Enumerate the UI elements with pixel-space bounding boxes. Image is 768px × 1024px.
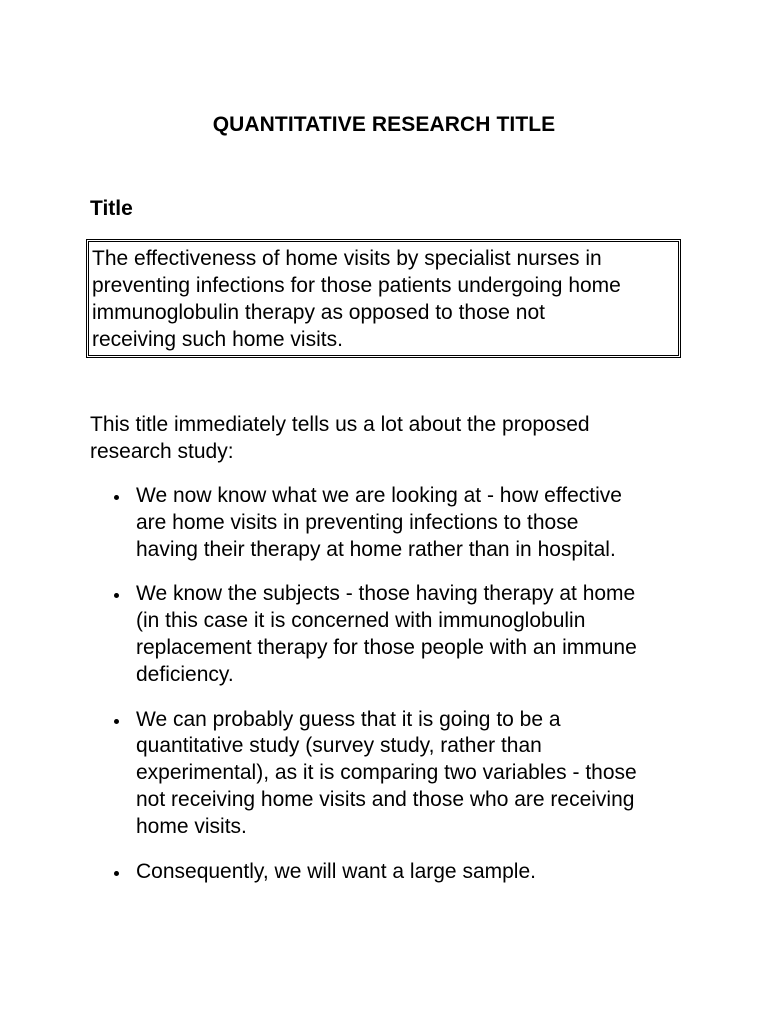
bullet-text: Consequently, we will want a large sample. [136,859,536,883]
title-section-label: Title [90,197,133,220]
bullet-item [90,707,690,841]
bullet-item [90,581,690,688]
document-heading: QUANTITATIVE RESEARCH TITLE [212,113,556,136]
research-title-text: The effectiveness of home visits by specialist nurses in preventing infections for those patients undergoing home immunoglobulin therapy as opposed to those not receiving such home visits. [92,247,621,351]
bullet-text: We can probably guess that it is going to be a quantitative study (survey study, rather than experimental), as it is comparing two variables - those not receiving home visits and those who are receiving home visits. [136,707,637,838]
bullet-dot-icon [114,495,119,500]
bullet-dot-icon [114,871,119,876]
bullet-text: We now know what we are looking at - how effective are home visits in preventing infections to those having their therapy at home rather than in hospital. [136,484,622,561]
bullet-text: We know the subjects - those having therapy at home (in this case it is concerned with immunoglobulin replacement therapy for those people with an immune deficiency. [136,582,637,686]
bullet-item [90,859,690,886]
bullet-list [90,483,690,903]
bullet-dot-icon [114,719,119,724]
bullet-item [90,483,690,563]
intro-paragraph: This title immediately tells us a lot about the proposed research study: [90,413,590,463]
bullet-dot-icon [114,593,119,598]
research-title-box [86,239,681,358]
